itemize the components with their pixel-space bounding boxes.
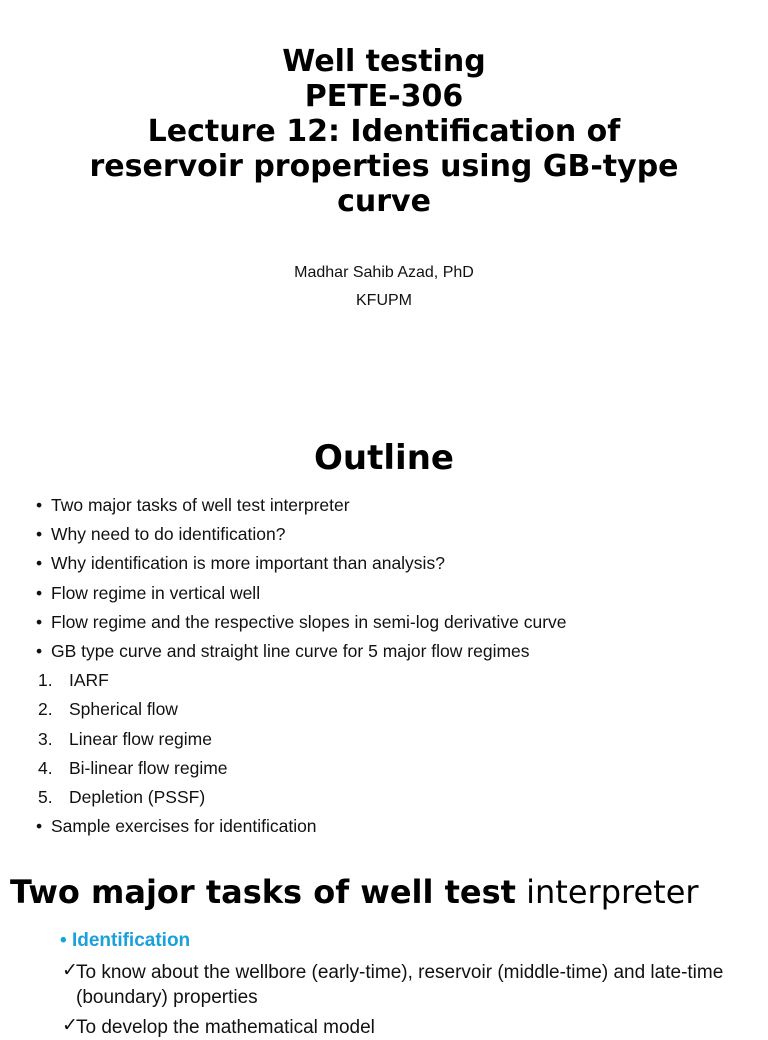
bullet-marker: •	[36, 611, 43, 632]
bullet-marker: •	[60, 930, 67, 951]
list-item-text: Flow regime in vertical well	[51, 582, 261, 603]
bullet-marker: •	[36, 816, 43, 837]
slide-title	[10, 872, 699, 912]
number-marker: 3.	[38, 728, 53, 749]
number-marker: 1.	[38, 670, 53, 691]
list-item-text: Why need to do identification?	[51, 524, 286, 545]
author-affiliation: KFUPM	[356, 292, 412, 309]
title-line: PETE-306	[304, 79, 464, 114]
lecture-title	[0, 44, 768, 219]
title-line: reservoir properties using GB-type	[89, 149, 679, 184]
tasks-slide	[0, 860, 768, 1038]
bullet-marker: •	[36, 582, 43, 603]
list-item-text: Sample exercises for identification	[51, 816, 317, 837]
identification-bullet	[60, 928, 190, 954]
identification-label: Identification	[71, 930, 191, 951]
title-line: curve	[337, 184, 431, 219]
bullet-marker: •	[36, 553, 43, 574]
numbered-item	[36, 695, 756, 724]
bullet-marker: •	[36, 640, 43, 661]
list-item-text: Why identification is more important than analysis?	[51, 553, 445, 574]
number-marker: 4.	[38, 757, 53, 778]
list-item-text: Spherical flow	[69, 699, 178, 720]
list-item	[36, 549, 756, 578]
numbered-item	[36, 754, 756, 783]
checkmark-icon: ✓	[62, 1015, 78, 1036]
list-item	[36, 491, 756, 520]
bullet-marker: •	[36, 524, 43, 545]
list-item-text: Linear flow regime	[69, 728, 212, 749]
list-item-text: Bi-linear flow regime	[69, 757, 228, 778]
outline-slide	[0, 420, 768, 850]
title-line: Lecture 12: Identification of	[147, 114, 621, 149]
outline-list	[36, 491, 756, 841]
number-marker: 5.	[38, 786, 53, 807]
bullet-marker: •	[36, 495, 43, 515]
number-marker: 2.	[38, 699, 53, 720]
check-item	[62, 960, 752, 1010]
list-item-text: Depletion (PSSF)	[69, 786, 206, 807]
numbered-item	[36, 725, 756, 754]
list-item-text: GB type curve and straight line curve for 5 major flow regimes	[51, 640, 530, 661]
check-item	[62, 1015, 752, 1040]
list-item-text: Flow regime and the respective slopes in semi-log derivative curve	[51, 611, 567, 632]
check-item-text: To know about the wellbore (early-time), reservoir (middle-time) and late-time (boundary) properties	[76, 962, 724, 1008]
numbered-item	[36, 783, 756, 812]
numbered-item	[36, 666, 756, 695]
author-name: Madhar Sahib Azad, PhD	[294, 264, 474, 281]
list-item-text: Two major tasks of well test interpreter	[51, 495, 350, 515]
author-block	[0, 259, 768, 315]
title-line: Well testing	[282, 44, 486, 79]
list-item	[36, 637, 756, 666]
slide-title-bold: Two major tasks of well test	[10, 873, 516, 911]
list-item	[36, 579, 756, 608]
list-item	[36, 812, 756, 841]
outline-heading: Outline	[314, 438, 454, 478]
checkmark-icon: ✓	[62, 960, 78, 981]
title-slide	[0, 0, 768, 330]
list-item	[36, 608, 756, 637]
list-item-text: IARF	[69, 670, 109, 691]
list-item	[36, 520, 756, 549]
check-item-text: To develop the mathematical model	[76, 1017, 375, 1038]
slide-title-regular: interpreter	[526, 873, 699, 911]
